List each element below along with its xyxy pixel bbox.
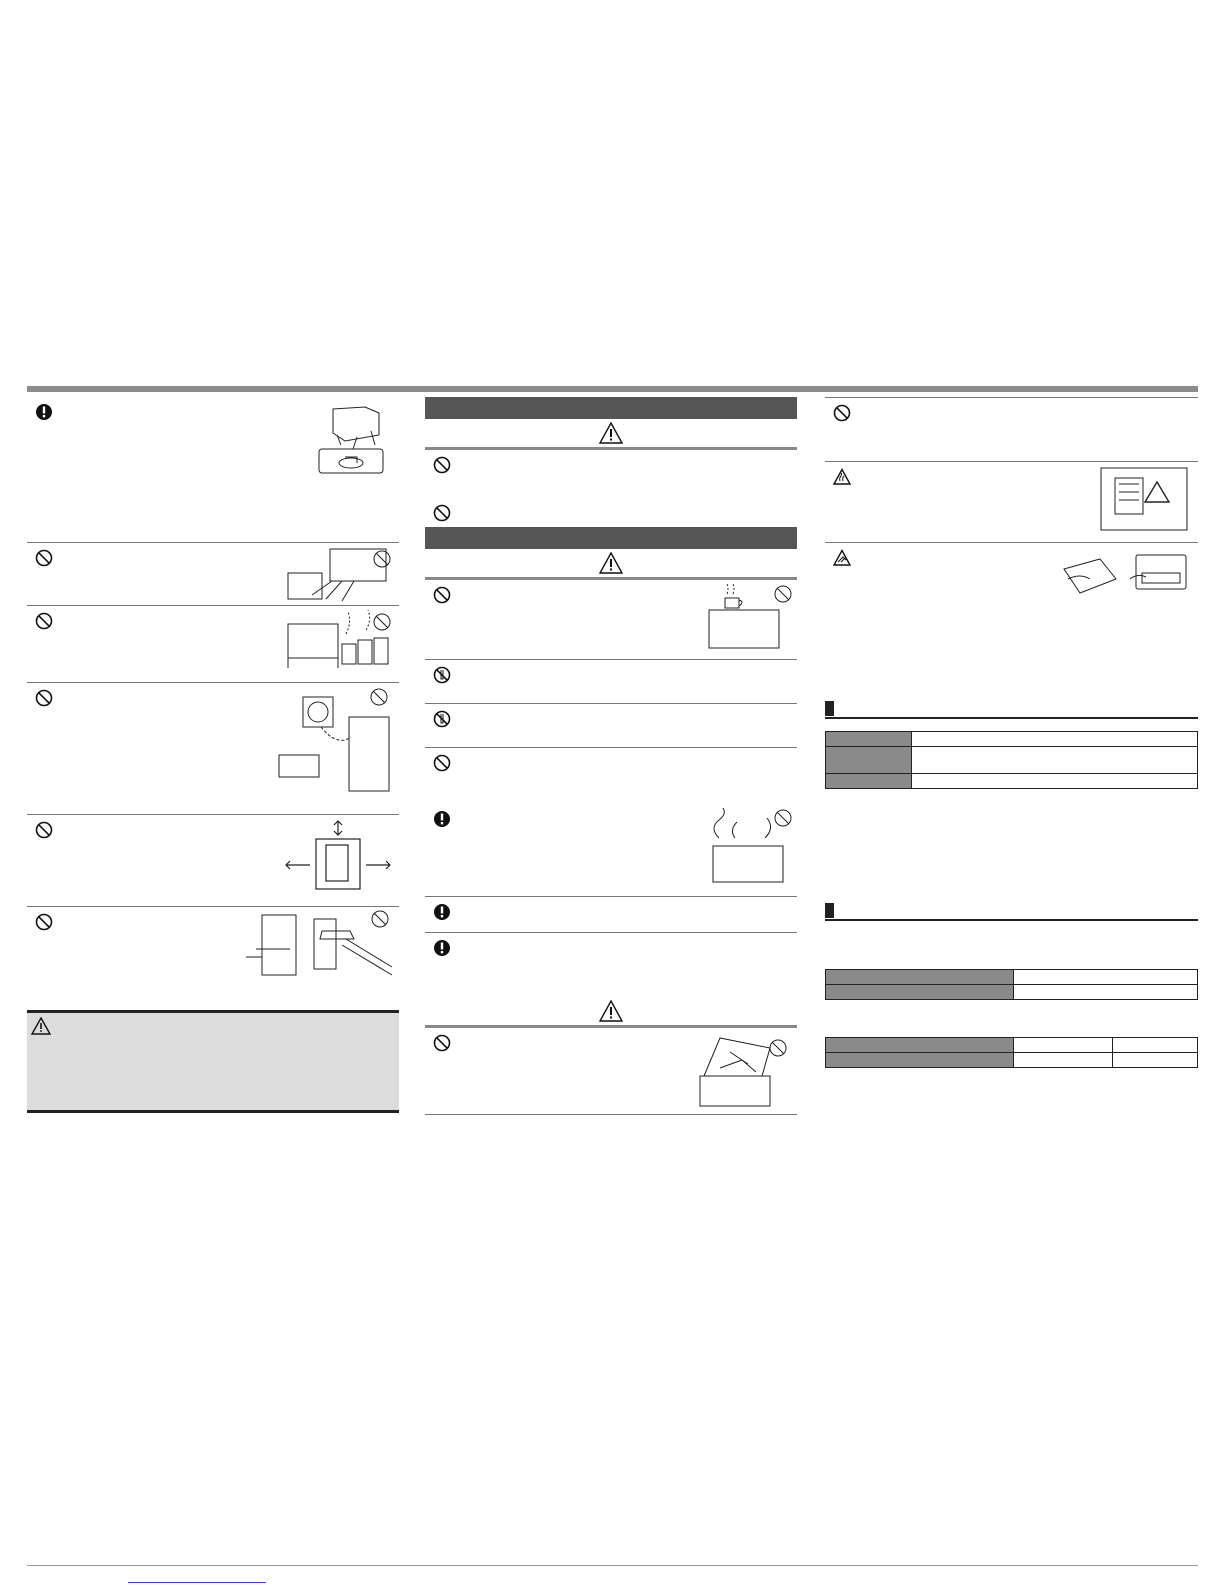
column-left xyxy=(27,397,399,997)
safety-item-leveling-feet xyxy=(27,397,399,543)
no-disassembly-icon xyxy=(433,710,451,728)
column-middle xyxy=(425,397,797,1115)
table-cell-value xyxy=(1014,1053,1113,1068)
table-cell-label xyxy=(826,732,912,747)
safety-item-right-1 xyxy=(825,397,1198,462)
table-cell-value xyxy=(1014,1038,1113,1053)
mandatory-icon xyxy=(35,403,53,421)
prohibited-icon xyxy=(35,689,53,707)
section-marker xyxy=(825,903,834,918)
prohibited-icon xyxy=(433,504,451,522)
table-cell-label xyxy=(826,985,1014,1000)
mandatory-icon xyxy=(433,903,451,921)
table-cell-value xyxy=(912,732,1198,747)
sunlight-window-illustration xyxy=(282,545,394,603)
table-cell-value xyxy=(912,747,1198,774)
air-vent-illustration xyxy=(277,687,395,795)
mandatory-icon xyxy=(433,810,451,828)
safety-item-liquids xyxy=(425,580,797,660)
table-cell-value xyxy=(1113,1038,1198,1053)
footer-link-underline[interactable] xyxy=(128,1582,266,1583)
table-cell-value xyxy=(1014,985,1198,1000)
table-cell-label xyxy=(826,1038,1014,1053)
leveling-foot-illustration xyxy=(317,405,389,477)
prohibited-icon xyxy=(433,456,451,474)
hot-fuser-illustration xyxy=(1095,464,1191,534)
safety-item-bright-light xyxy=(425,1028,797,1115)
warning-icon xyxy=(599,1000,623,1022)
clearance-top-view-illustration xyxy=(282,819,392,901)
page-top-rule xyxy=(27,386,1198,392)
spec-table-2 xyxy=(825,969,1198,1000)
tray-pinch-illustration xyxy=(1060,549,1190,597)
table-row xyxy=(826,985,1198,1000)
prohibited-icon xyxy=(833,404,851,422)
caution-notice-box xyxy=(27,1010,399,1113)
prohibited-icon xyxy=(35,913,53,931)
prohibited-icon xyxy=(35,549,53,567)
safety-item-humidity xyxy=(27,606,399,683)
humidifier-illustration xyxy=(282,610,394,674)
section-header-bar-1 xyxy=(425,397,797,419)
column-right xyxy=(825,397,1198,1068)
table-row xyxy=(826,732,1198,747)
warning-row-3 xyxy=(425,997,797,1028)
smoking-copier-illustration xyxy=(705,808,793,884)
safety-item-smoke xyxy=(425,804,797,897)
table-row xyxy=(826,1038,1198,1053)
warning-icon xyxy=(31,1017,51,1035)
mandatory-icon xyxy=(433,939,451,957)
table-cell-label xyxy=(826,774,912,789)
table-row xyxy=(826,1053,1198,1068)
table-cell-label xyxy=(826,1053,1014,1068)
spec-table-3 xyxy=(825,1037,1198,1068)
safety-item-ventilation xyxy=(27,683,399,815)
prohibited-icon xyxy=(433,586,451,604)
no-disassembly-icon xyxy=(433,666,451,684)
safety-item-fire xyxy=(425,450,797,498)
safety-item-stable-surface xyxy=(27,907,399,997)
prohibited-icon xyxy=(433,754,451,772)
hot-surface-icon xyxy=(833,468,851,486)
warning-row-1 xyxy=(425,419,797,450)
section-title-1 xyxy=(825,699,1198,719)
spec-table-1 xyxy=(825,731,1198,789)
table-row xyxy=(826,774,1198,789)
section-header-bar-2 xyxy=(425,527,797,549)
section-title-2 xyxy=(825,901,1198,921)
table-row xyxy=(826,970,1198,985)
table-cell-label xyxy=(826,747,912,774)
safety-item-pinch xyxy=(825,543,1198,693)
safety-item-power-outlet xyxy=(425,933,797,997)
warning-row-2 xyxy=(425,549,797,580)
prohibited-icon xyxy=(35,612,53,630)
safety-item-flammable-spray xyxy=(425,498,797,527)
warning-icon xyxy=(599,552,623,574)
coffee-cup-on-copier-illustration xyxy=(705,584,793,650)
prohibited-icon xyxy=(35,821,53,839)
transport-illustration xyxy=(242,909,394,979)
safety-item-no-disassembly-2 xyxy=(425,704,797,748)
page-footer-rule xyxy=(27,1565,1198,1566)
pinch-hazard-icon xyxy=(833,549,851,567)
safety-item-clearance xyxy=(27,815,399,907)
safety-item-no-disassembly-1 xyxy=(425,660,797,704)
open-scanner-illustration xyxy=(690,1032,792,1108)
safety-item-hot-fuser xyxy=(825,462,1198,543)
safety-item-unplug xyxy=(425,897,797,933)
safety-item-direct-sunlight xyxy=(27,543,399,606)
warning-icon xyxy=(599,422,623,444)
safety-item-objects xyxy=(425,748,797,804)
prohibited-icon xyxy=(433,1034,451,1052)
table-cell-label xyxy=(826,970,1014,985)
table-cell-value xyxy=(1014,970,1198,985)
table-cell-value xyxy=(912,774,1198,789)
table-row xyxy=(826,747,1198,774)
section-marker xyxy=(825,701,834,716)
table-cell-value xyxy=(1113,1053,1198,1068)
